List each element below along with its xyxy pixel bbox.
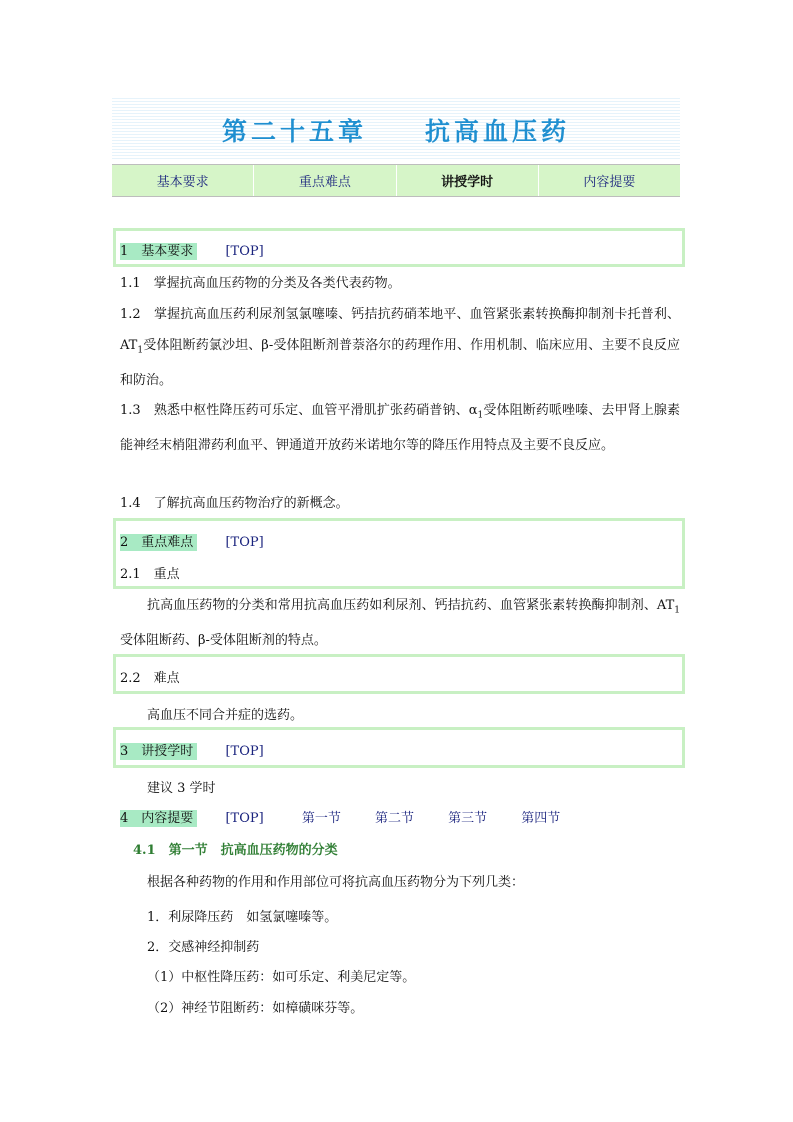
top-link[interactable]: [TOP] — [225, 744, 264, 759]
chapter-title: 第二十五章 抗高血压药 — [221, 117, 570, 146]
top-link[interactable]: [TOP] — [225, 811, 264, 826]
title-banner — [112, 98, 680, 160]
nav-basic-requirements[interactable]: 基本要求 — [112, 165, 254, 196]
section2-sub1: 2.1 重点 — [120, 567, 180, 582]
link-section-3[interactable]: 第三节 — [448, 811, 488, 826]
section4-list-item: 1．利尿降压药 如氢氯噻嗪等。 — [147, 910, 338, 925]
section1-item-2: 1.2 掌握抗高血压药利尿剂氢氯噻嗪、钙拮抗药硝苯地平、血管紧张素转换酶抑制剂卡托普利、$AT_1$受体阻断药氯沙坦、β-受体阻断剂普萘洛尔的药理作用、作用机制、临床应用、主要不良反应和防治。 — [120, 307, 680, 388]
top-link[interactable]: [TOP] — [225, 535, 264, 550]
section4-list-item: （1）中枢性降压药：如可乐定、利美尼定等。 — [147, 970, 416, 985]
top-link[interactable]: [TOP] — [225, 244, 264, 259]
section1-heading: 1 基本要求 [TOP] — [120, 244, 264, 259]
link-section-4[interactable]: 第四节 — [521, 811, 561, 826]
section1-item-1: 1.1 掌握抗高血压药物的分类及各类代表药物。 — [120, 276, 401, 291]
section2-text1: 抗高血压药物的分类和常用抗高血压药如利尿剂、钙拮抗药、血管紧张素转换酶抑制剂、$AT_1$受体阻断药、β-受体阻断剂的特点。 — [120, 598, 680, 649]
section3-heading: 3 讲授学时 [TOP] — [120, 744, 264, 759]
section4-list-item: （2）神经节阻断药：如樟磺咪芬等。 — [147, 1001, 364, 1016]
section4-list-item: 2．交感神经抑制药 — [147, 940, 260, 955]
nav-teaching-hours[interactable]: 讲授学时 — [397, 165, 539, 196]
section2-text2: 高血压不同合并症的选药。 — [147, 708, 304, 723]
section4-intro: 根据各种药物的作用和作用部位可将抗高血压药物分为下列几类： — [147, 875, 525, 890]
section4-sub-heading: 4.1 第一节 抗高血压药物的分类 — [133, 843, 338, 858]
section1-item-4: 1.4 了解抗高血压药物治疗的新概念。 — [120, 496, 349, 511]
link-section-1[interactable]: 第一节 — [301, 811, 341, 826]
nav-content-summary[interactable]: 内容提要 — [583, 175, 636, 190]
section2-heading: 2 重点难点 [TOP] — [120, 535, 264, 550]
nav-table — [112, 164, 680, 197]
nav-key-points[interactable]: 重点难点 — [254, 165, 396, 196]
section4-heading: 4 内容提要 [TOP] 第一节 第二节 第三节 第四节 — [120, 811, 561, 826]
section2-sub2-box — [113, 654, 685, 694]
section1-item-3: 1.3 熟悉中枢性降压药可乐定、血管平滑肌扩张药硝普钠、$\alpha_1$受体阻断药哌唑嗪、去甲肾上腺素能神经末梢阻滞药利血平、钾通道开放药米诺地尔等的降压作用特点及主要不良反应。 — [120, 403, 680, 454]
section2-header-box — [113, 518, 685, 589]
link-section-2[interactable]: 第二节 — [374, 811, 414, 826]
section3-text: 建议 3 学时 — [147, 781, 216, 796]
section2-sub2: 2.2 难点 — [120, 671, 180, 686]
